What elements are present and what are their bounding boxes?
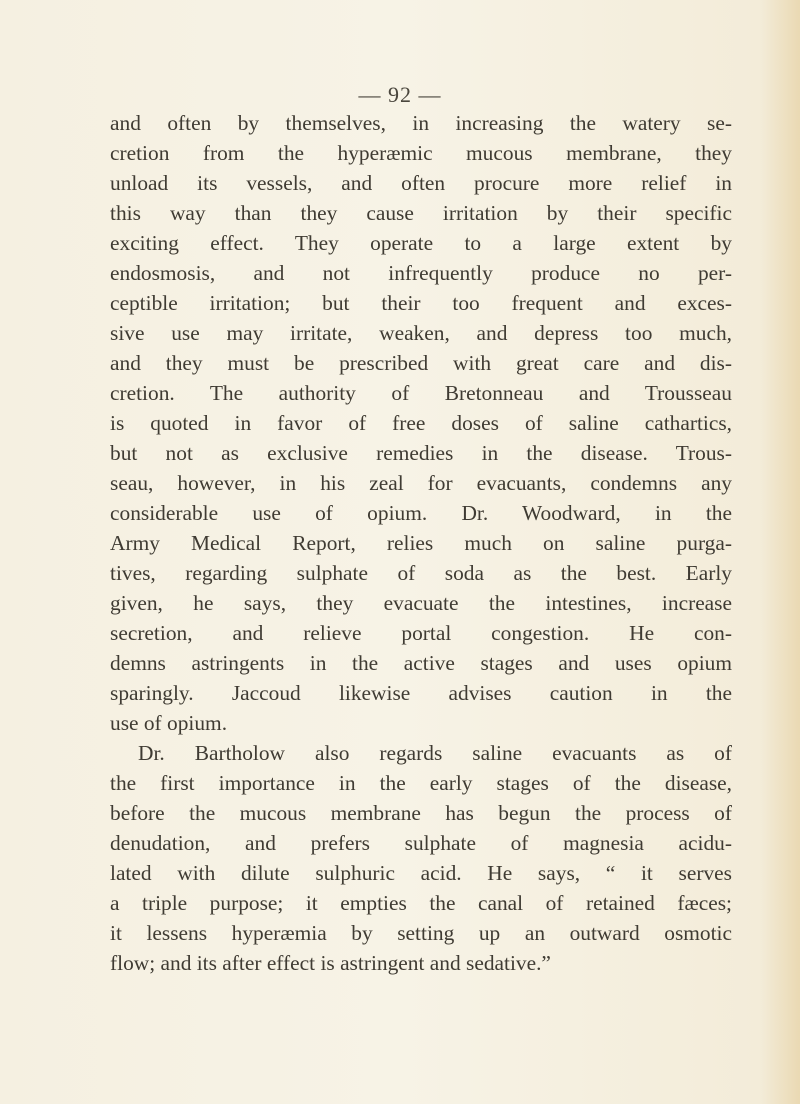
text-line: cretion. The authority of Bretonneau and Trousseau bbox=[110, 381, 732, 405]
text-line: before the mucous membrane has begun the process of bbox=[110, 801, 732, 825]
text-line: a triple purpose; it empties the canal of retained fæces; bbox=[110, 891, 732, 915]
text-line: given, he says, they evacuate the intestines, increase bbox=[110, 591, 732, 615]
text-line-paragraph-end: flow; and its after effect is astringent and sedative.” bbox=[110, 951, 551, 975]
text-line: sparingly. Jaccoud likewise advises caution in the bbox=[110, 681, 732, 705]
text-line: demns astringents in the active stages and uses opium bbox=[110, 651, 732, 675]
text-line: and they must be prescribed with great care and dis- bbox=[110, 351, 732, 375]
text-line: but not as exclusive remedies in the disease. Trous- bbox=[110, 441, 732, 465]
text-line: and often by themselves, in increasing the watery se- bbox=[110, 111, 732, 135]
text-line: considerable use of opium. Dr. Woodward, in the bbox=[110, 501, 732, 525]
text-line: it lessens hyperæmia by setting up an outward osmotic bbox=[110, 921, 732, 945]
body-text bbox=[110, 108, 732, 978]
text-line: ceptible irritation; but their too frequent and exces- bbox=[110, 291, 732, 315]
text-line: sive use may irritate, weaken, and depress too much, bbox=[110, 321, 732, 345]
text-line-paragraph-end: use of opium. bbox=[110, 711, 228, 735]
text-line: lated with dilute sulphuric acid. He says, “ it serves bbox=[110, 861, 732, 885]
text-line: cretion from the hyperæmic mucous membrane, they bbox=[110, 141, 732, 165]
text-line: the first importance in the early stages of the disease, bbox=[110, 771, 732, 795]
text-line: exciting effect. They operate to a large extent by bbox=[110, 231, 732, 255]
text-line: this way than they cause irritation by their specific bbox=[110, 201, 732, 225]
text-line-paragraph-start: Dr. Bartholow also regards saline evacuants as of bbox=[138, 741, 732, 765]
text-line: denudation, and prefers sulphate of magnesia acidu- bbox=[110, 831, 732, 855]
text-line: Army Medical Report, relies much on saline purga- bbox=[110, 531, 732, 555]
text-line: endosmosis, and not infrequently produce no per- bbox=[110, 261, 732, 285]
text-line: secretion, and relieve portal congestion. He con- bbox=[110, 621, 732, 645]
text-line: is quoted in favor of free doses of saline cathartics, bbox=[110, 411, 732, 435]
text-line: tives, regarding sulphate of soda as the best. Early bbox=[110, 561, 732, 585]
page-number: — 92 — bbox=[358, 82, 442, 107]
text-line: unload its vessels, and often procure more relief in bbox=[110, 171, 732, 195]
text-line: seau, however, in his zeal for evacuants, condemns any bbox=[110, 471, 732, 495]
